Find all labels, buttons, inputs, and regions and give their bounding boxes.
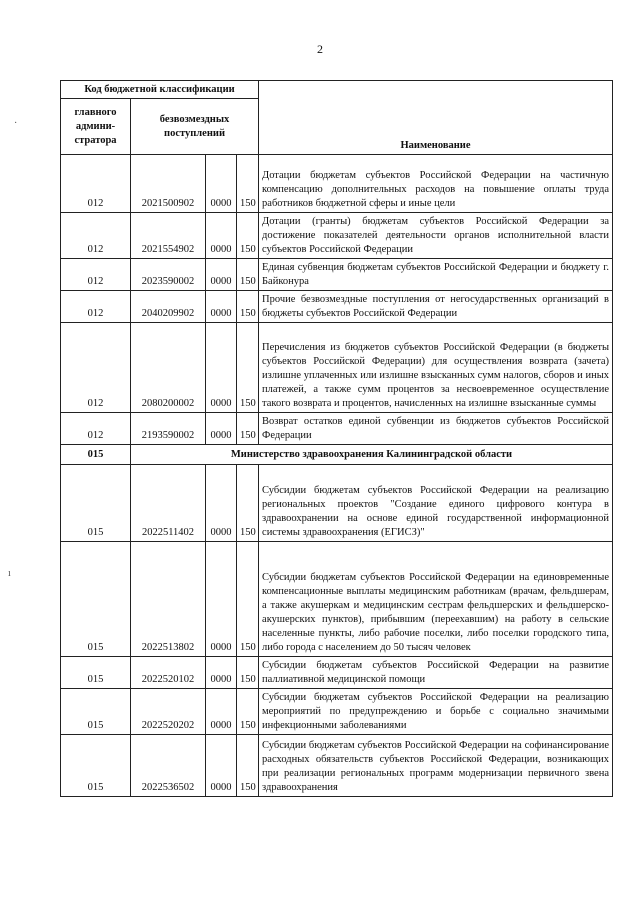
subtype-cell: 0000 (206, 542, 237, 657)
table-row (61, 291, 613, 323)
admin-code-cell: 015 (61, 465, 131, 542)
name-cell: Единая субвенция бюджетам субъектов Российской Федерации и бюджету г. Байконура (259, 259, 613, 291)
subtype-cell: 0000 (206, 155, 237, 213)
table-row (61, 657, 613, 689)
name-cell: Перечисления из бюджетов субъектов Российской Федерации (в бюджеты субъектов Российской Федерации) для осуществления возврата (зачета) излишне уплаченных или излишне взысканных сумм налогов, сборов и иных платежей, а также сумм процентов за несвоевременное осуществление такого возврата и процентов, начисленных на излишне взысканные суммы (259, 323, 613, 413)
income-code-cell: 2022536502 (131, 735, 206, 797)
code-group-header: Код бюджетной классификации (61, 81, 259, 99)
table-row (61, 735, 613, 797)
income-code-cell: 2022511402 (131, 465, 206, 542)
admin-code-cell: 012 (61, 323, 131, 413)
income-code-cell: 2022520202 (131, 689, 206, 735)
income-code-cell: 2021554902 (131, 213, 206, 259)
table-row (61, 323, 613, 413)
income-code-cell: 2040209902 (131, 291, 206, 323)
admin-code-cell: 012 (61, 213, 131, 259)
kosgu-cell: 150 (237, 413, 259, 445)
name-column-header: Наименование (259, 81, 613, 155)
admin-code-cell: 015 (61, 542, 131, 657)
kosgu-cell: 150 (237, 542, 259, 657)
name-cell: Возврат остатков единой субвенции из бюджетов субъектов Российской Федерации (259, 413, 613, 445)
income-code-cell: 2193590002 (131, 413, 206, 445)
kosgu-cell: 150 (237, 155, 259, 213)
section-row (61, 445, 613, 465)
kosgu-cell: 150 (237, 689, 259, 735)
admin-code-cell: 015 (61, 689, 131, 735)
kosgu-cell: 150 (237, 291, 259, 323)
subtype-cell: 0000 (206, 213, 237, 259)
budget-classification-table (60, 80, 613, 797)
subtype-cell: 0000 (206, 735, 237, 797)
admin-code-cell: 012 (61, 155, 131, 213)
income-code-cell: 2023590002 (131, 259, 206, 291)
kosgu-cell: 150 (237, 657, 259, 689)
income-code-cell: 2080200002 (131, 323, 206, 413)
admin-code-cell: 015 (61, 657, 131, 689)
table-row (61, 213, 613, 259)
subtype-cell: 0000 (206, 689, 237, 735)
income-code-cell: 2021500902 (131, 155, 206, 213)
income-column-header: безвозмездных поступлений (131, 99, 259, 155)
section-admin-code: 015 (61, 445, 131, 465)
table-row (61, 259, 613, 291)
kosgu-cell: 150 (237, 465, 259, 542)
name-cell: Субсидии бюджетам субъектов Российской Федерации на реализацию региональных проектов "Создание единого цифрового контура в здравоохранении на основе единой государственной информационной системы здравоохранения (ЕГИСЗ)" (259, 465, 613, 542)
table-row (61, 413, 613, 445)
name-cell: Субсидии бюджетам субъектов Российской Федерации на реализацию мероприятий по предупреждению и борьбе с социально значимыми инфекционными заболеваниями (259, 689, 613, 735)
admin-code-cell: 012 (61, 259, 131, 291)
name-cell: Субсидии бюджетам субъектов Российской Федерации на единовременные компенсационные выплаты медицинским работникам (врачам, фельдшерам, а также акушеркам и медицинским сестрам фельдшерских и фельдшерско-акушерских пунктов), прибывшим (переехавшим) на работу в сельские населенные пункты, либо рабочие поселки, либо поселки городского типа, либо города с населением до 50 тысяч человек (259, 542, 613, 657)
kosgu-cell: 150 (237, 323, 259, 413)
admin-code-cell: 012 (61, 413, 131, 445)
section-title: Министерство здравоохранения Калининградской области (131, 445, 613, 465)
admin-column-header: главного админи-стратора (61, 99, 131, 155)
subtype-cell: 0000 (206, 259, 237, 291)
subtype-cell: 0000 (206, 657, 237, 689)
name-cell: Дотации бюджетам субъектов Российской Федерации на частичную компенсацию дополнительных расходов на повышение оплаты труда работников бюджетной сферы и иные цели (259, 155, 613, 213)
admin-code-cell: 015 (61, 735, 131, 797)
table-row (61, 465, 613, 542)
scan-mark: ı (8, 568, 11, 579)
kosgu-cell: 150 (237, 735, 259, 797)
table-row (61, 689, 613, 735)
subtype-cell: 0000 (206, 465, 237, 542)
income-code-cell: 2022513802 (131, 542, 206, 657)
table-row (61, 542, 613, 657)
kosgu-cell: 150 (237, 259, 259, 291)
income-code-cell: 2022520102 (131, 657, 206, 689)
subtype-cell: 0000 (206, 323, 237, 413)
kosgu-cell: 150 (237, 213, 259, 259)
table-row (61, 155, 613, 213)
subtype-cell: 0000 (206, 413, 237, 445)
page-number: 2 (317, 42, 323, 56)
admin-code-cell: 012 (61, 291, 131, 323)
scan-mark: · (14, 118, 18, 129)
name-cell: Субсидии бюджетам субъектов Российской Федерации на развитие паллиативной медицинской помощи (259, 657, 613, 689)
name-cell: Дотации (гранты) бюджетам субъектов Российской Федерации за достижение показателей деятельности органов исполнительной власти субъектов Российской Федерации (259, 213, 613, 259)
name-cell: Прочие безвозмездные поступления от негосударственных организаций в бюджеты субъектов Российской Федерации (259, 291, 613, 323)
subtype-cell: 0000 (206, 291, 237, 323)
name-cell: Субсидии бюджетам субъектов Российской Федерации на софинансирование расходных обязательств субъектов Российской Федерации, возникающих при реализации региональных программ модернизации первичного звена здравоохранения (259, 735, 613, 797)
